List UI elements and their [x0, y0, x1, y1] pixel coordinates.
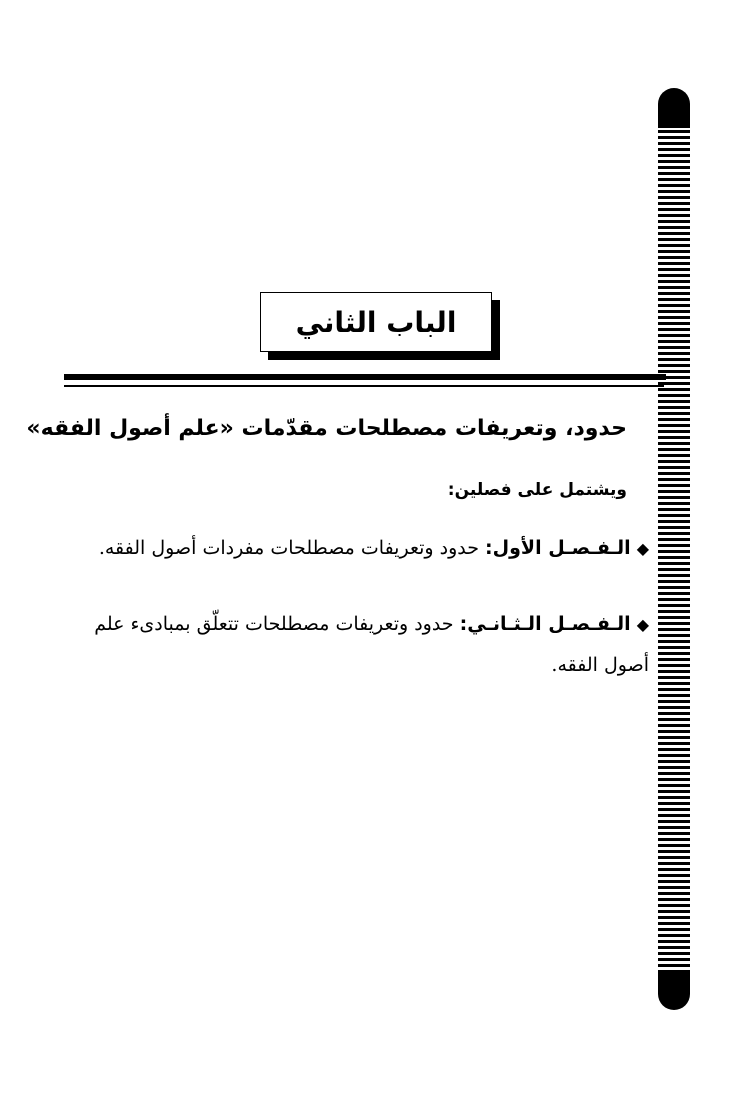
- contains-label: ويشتمل على فصلين:: [447, 480, 627, 500]
- striped-side-bar: [658, 88, 690, 1010]
- chapter-title-box: [260, 292, 492, 352]
- chapter-subtitle: حدود، وتعريفات مصطلحات مقدّمات «علم أصول الفقه»: [26, 416, 627, 441]
- section-text: حدود وتعريفات مصطلحات تتعلّق بمبادىء علم أصول الفقه.: [94, 613, 649, 676]
- section-item: [69, 604, 649, 685]
- divider-thick: [64, 374, 666, 380]
- section-label: الـفـصـل الأول:: [485, 537, 631, 559]
- section-item: [69, 528, 649, 569]
- diamond-bullet-icon: ◆: [636, 615, 649, 634]
- section-label: الـفـصـل الـثـانـي:: [459, 613, 631, 635]
- section-text: حدود وتعريفات مصطلحات مفردات أصول الفقه.: [98, 537, 479, 559]
- diamond-bullet-icon: ◆: [636, 539, 649, 558]
- divider-thin: [64, 385, 664, 387]
- chapter-title: الباب الثاني: [295, 305, 457, 339]
